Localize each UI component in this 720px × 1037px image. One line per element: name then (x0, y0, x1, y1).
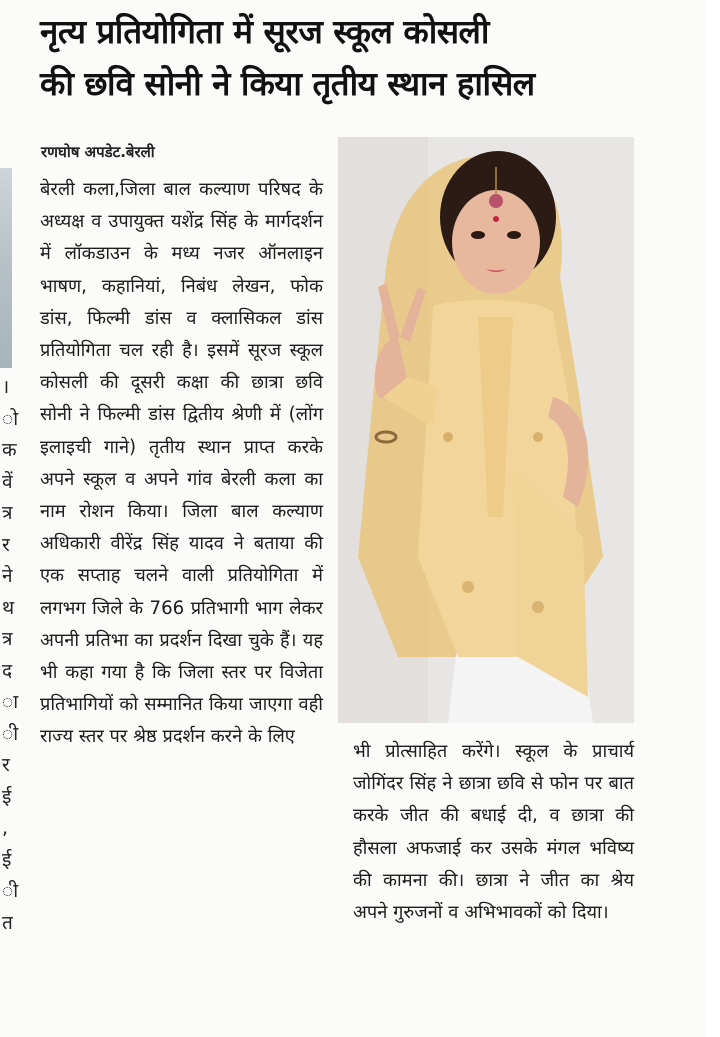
right-eye (507, 231, 521, 239)
embroidery (533, 432, 543, 442)
headline-line-2: की छवि सोनी ने किया तृतीय स्थान हासिल (40, 64, 535, 103)
adjacent-column-text-fragment: , (2, 817, 9, 839)
headline (40, 6, 640, 110)
bindi (493, 216, 499, 222)
adjacent-column-text-fragment: क (2, 439, 17, 461)
headline-line-1: नृत्य प्रतियोगिता में सूरज स्कूल कोसली (40, 12, 489, 51)
adjacent-column-fragment (0, 0, 19, 1037)
embroidery (532, 601, 544, 613)
adjacent-column-text-fragment: ी (2, 722, 19, 745)
adjacent-column-text-fragment: त (2, 911, 13, 934)
article-body-column-2: भी प्रोत्साहित करेंगे। स्कूल के प्राचार्य जोगिंदर सिंह ने छात्रा छवि से फोन पर बात करके जीत की बधाई दी, व छात्रा की हौसला अफजाई कर उसके मंगल भविष्य की कामना की। छात्रा ने जीत का श्रेय अपने गुरुजनों व अभिभावकों को दिया। (353, 741, 634, 924)
adjacent-column-text-fragment: ई (2, 848, 12, 871)
adjacent-column-text-fragment: ने (2, 565, 13, 587)
adjacent-column-text-fragment: ो (2, 407, 19, 430)
article-photo-girl-dancer (338, 137, 634, 723)
adjacent-column-text-fragment: र (2, 533, 10, 556)
adjacent-column-text-fragment: वें (2, 470, 13, 493)
adjacent-column-text-fragment: द (2, 659, 13, 682)
adjacent-column-text-fragment: ई (2, 785, 12, 808)
byline: रणघोष अपडेट.बेरली (41, 143, 155, 161)
left-eye (471, 231, 485, 239)
photo-illustration (338, 137, 634, 723)
adjacent-photo-strip (0, 168, 12, 368)
adjacent-column-text-fragment: ी (2, 880, 19, 902)
adjacent-column-text-fragment: त्र (2, 502, 13, 524)
adjacent-column-text-fragment: । (2, 376, 10, 398)
article-body-column-1: बेरली कला,जिला बाल कल्याण परिषद के अध्यक्ष व उपायुक्त यशेंद्र सिंह के मार्गदर्शन में लॉकडाउन के मध्य नजर ऑनलाइन भाषण, कहानियां, निबंध लेखन, फोक डांस, फिल्मी डांस व क्लासिकल डांस प्रतियोगिता चल रही है। इसमें सूरज स्कूल कोसली की दूसरी कक्षा की छात्रा छवि सोनी ने फिल्मी डांस द्वितीय श्रेणी में (लोंग इलाइची गाने) तृतीय स्थान प्राप्त करके अपने स्कूल व अपने गांव बेरली कला का नाम रोशन किया। जिला बाल कल्याण अधिकारी वीरेंद्र सिंह यादव ने बताया की एक सप्ताह चलने वाली प्रतियोगिता में लगभग जिले के 766 प्रतिभागी भाग लेकर अपनी प्रतिभा का प्रदर्शन दिखा चुके हैं। यह भी कहा गया है कि जिला स्तर पर विजेता प्रतिभागियों को सम्मानित किया जाएगा वही राज्य स्तर पर श्रेष्ठ प्रदर्शन करने के लिए (40, 179, 323, 748)
page-margin (706, 0, 720, 1037)
embroidery (462, 581, 474, 593)
adjacent-column-text-fragment: त्र (2, 628, 13, 650)
adjacent-column-text-fragment: र (2, 754, 10, 776)
adjacent-column-text-fragment: ा (2, 691, 19, 713)
embroidery (443, 432, 453, 442)
maang-tikka (489, 194, 503, 208)
adjacent-column-text-fragment: थ (2, 596, 15, 619)
